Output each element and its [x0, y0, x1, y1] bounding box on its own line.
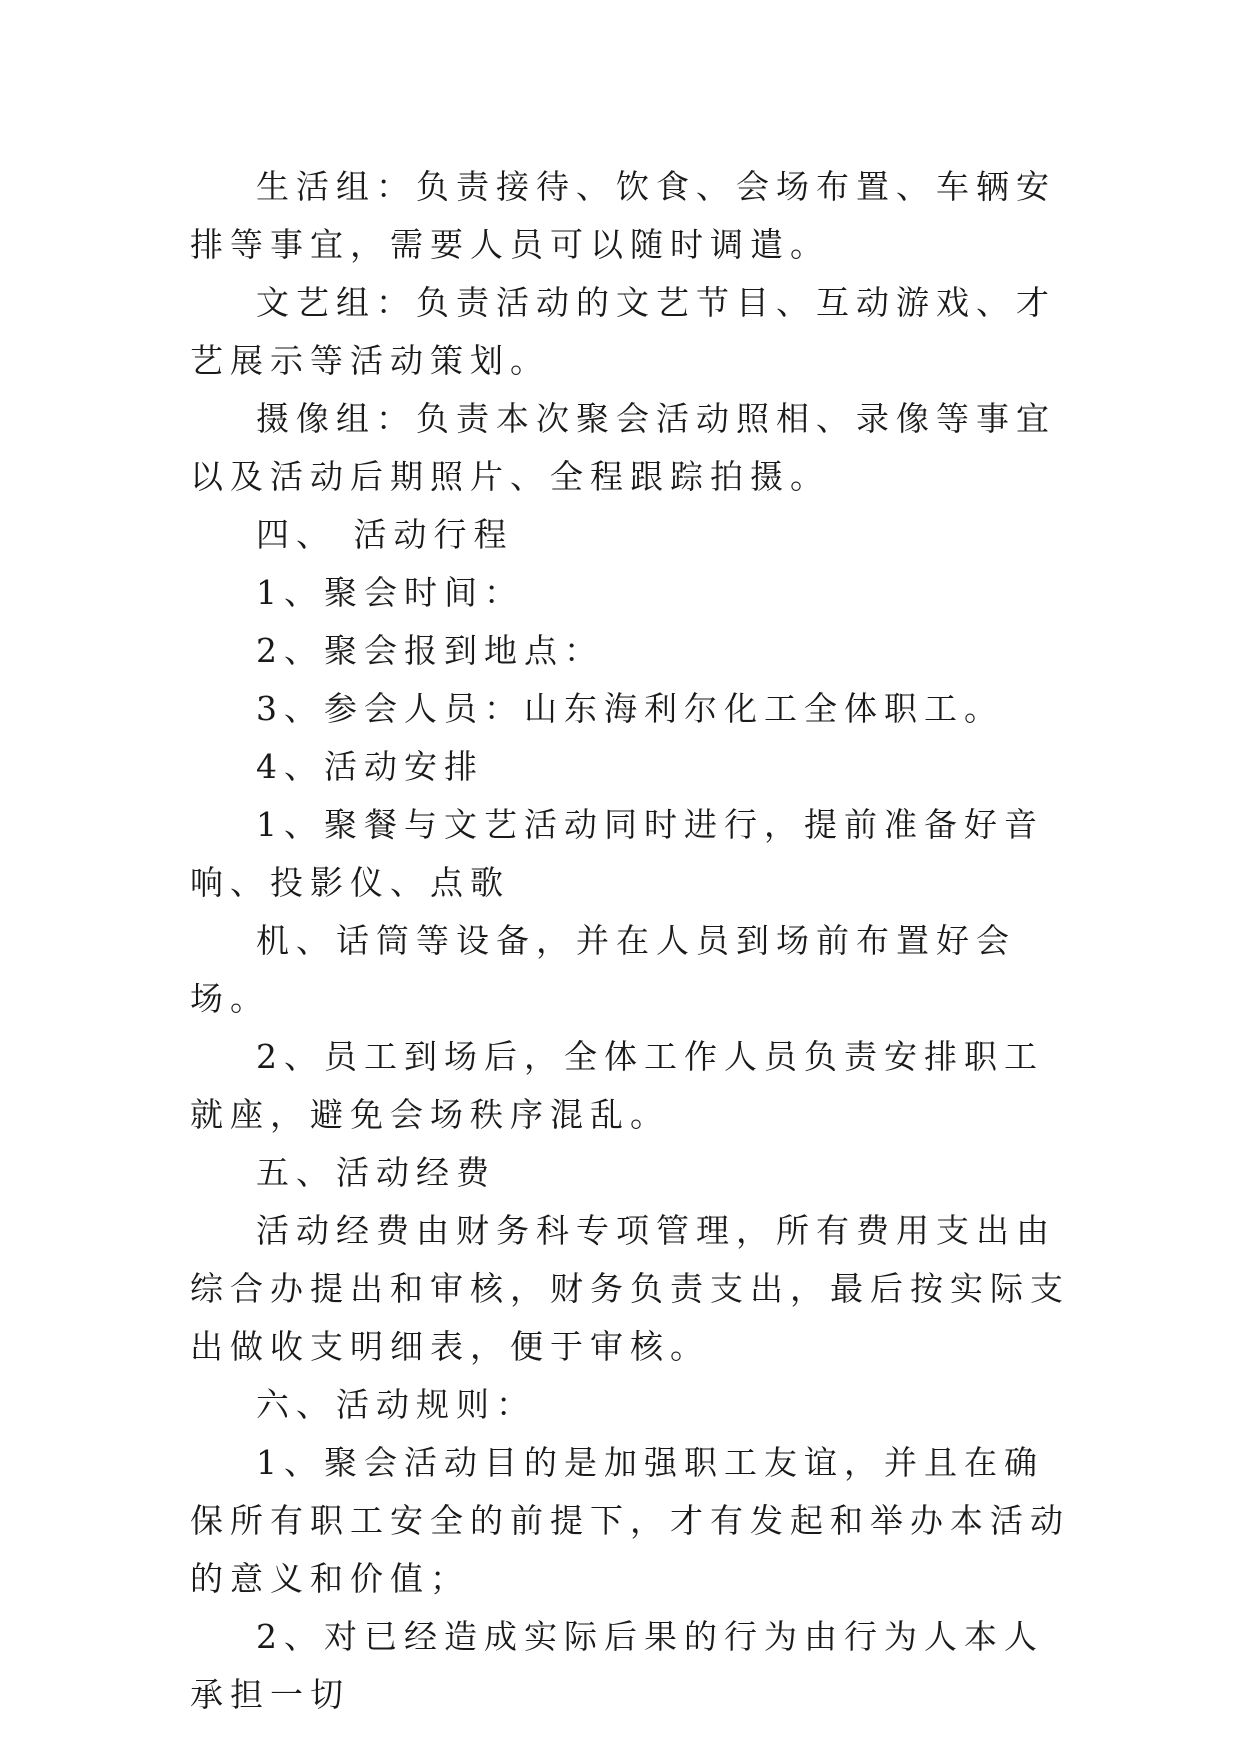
paragraph-arts-group: 文艺组：负责活动的文艺节目、互动游戏、才艺展示等活动策划。	[190, 283, 1056, 380]
paragraph-rule-1: 1、聚会活动目的是加强职工友谊，并且在确保所有职工安全的前提下，才有发起和举办本活动的意义和价值；	[190, 1443, 1070, 1598]
paragraph-check-in-location: 2、聚会报到地点：	[256, 631, 604, 670]
paragraph-attendees: 3、参会人员：山东海利尔化工全体职工。	[256, 689, 1004, 728]
section-heading-funding: 五、活动经费	[256, 1153, 496, 1192]
paragraph-activity-arrangement: 4、活动安排	[256, 747, 484, 786]
paragraph-life-group: 生活组：负责接待、饮食、会场布置、车辆安排等事宜，需要人员可以随时调遣。	[190, 167, 1056, 264]
paragraph-arrangement-item-1-cont: 机、话筒等设备，并在人员到场前布置好会场。	[190, 921, 1016, 1018]
paragraph-camera-group: 摄像组：负责本次聚会活动照相、录像等事宜以及活动后期照片、全程跟踪拍摄。	[190, 399, 1056, 496]
paragraph-arrangement-item-2: 2、员工到场后，全体工作人员负责安排职工就座，避免会场秩序混乱。	[190, 1037, 1044, 1134]
paragraph-arrangement-item-1: 1、聚餐与文艺活动同时进行，提前准备好音响、投影仪、点歌	[190, 805, 1044, 902]
paragraph-rule-2: 2、对已经造成实际后果的行为由行为人本人承担一切	[190, 1617, 1044, 1714]
paragraph-funding: 活动经费由财务科专项管理，所有费用支出由综合办提出和审核，财务负责支出，最后按实际支出做收支明细表，便于审核。	[190, 1211, 1070, 1366]
paragraph-meeting-time: 1、聚会时间：	[256, 573, 524, 612]
document-body	[190, 158, 1070, 1724]
section-heading-rules: 六、活动规则：	[256, 1385, 536, 1424]
section-heading-schedule: 四、 活动行程	[256, 515, 514, 554]
